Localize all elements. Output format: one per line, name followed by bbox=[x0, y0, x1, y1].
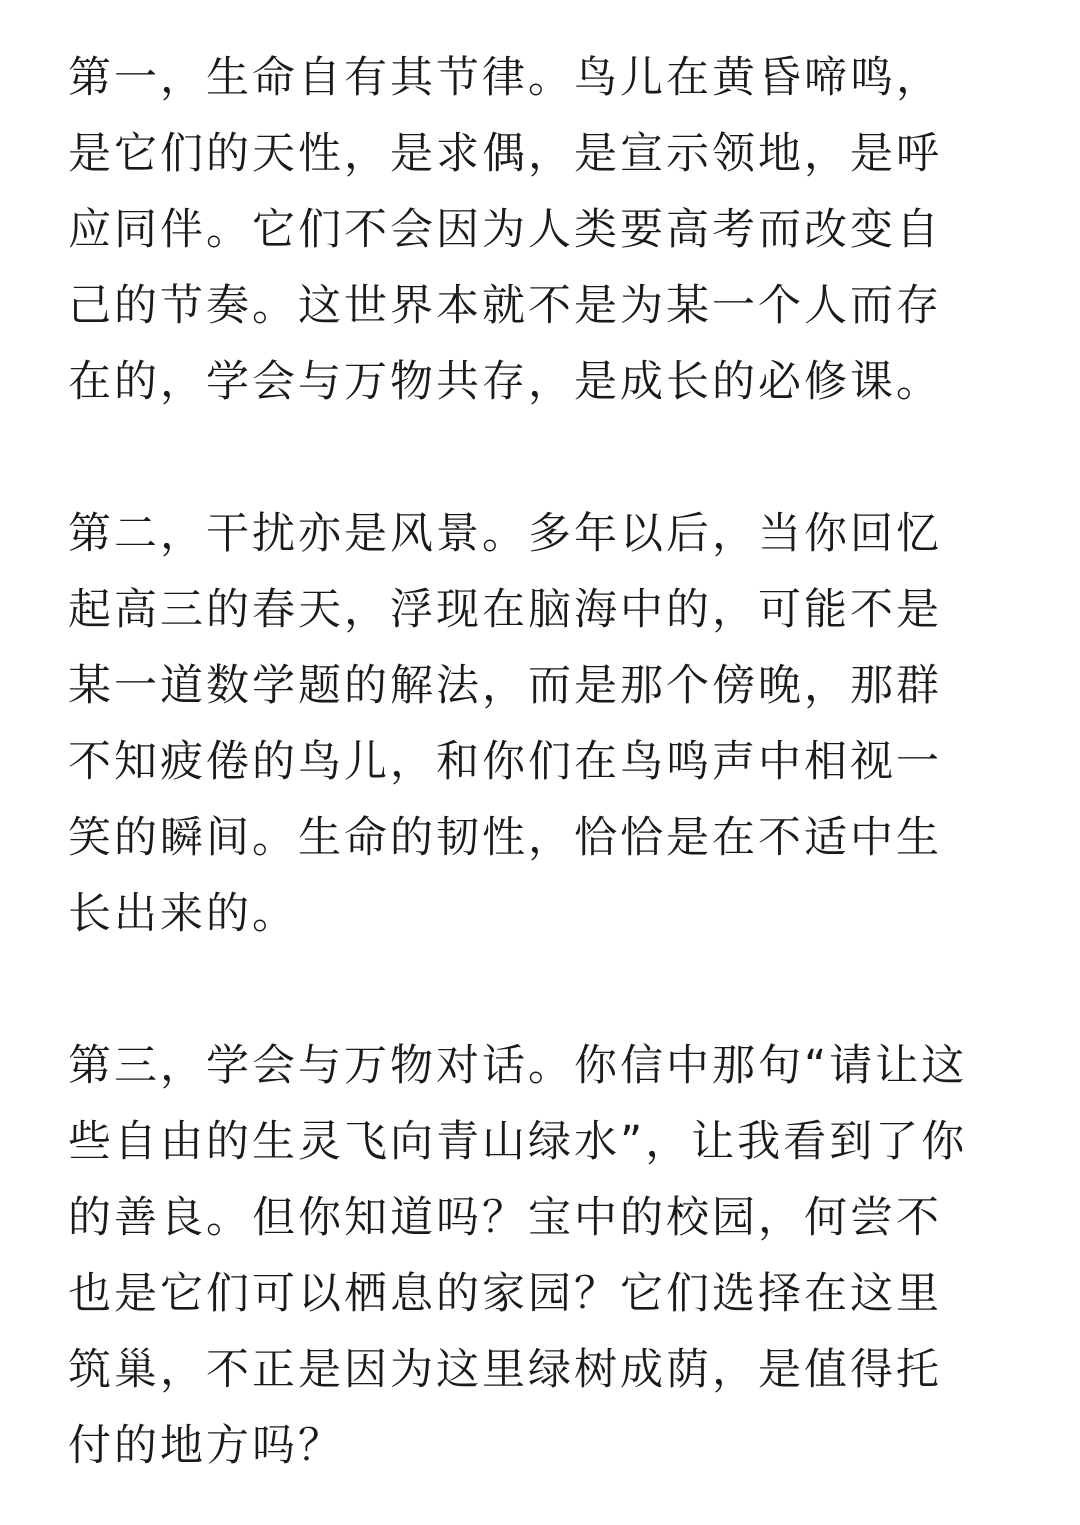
paragraph-spacer bbox=[68, 420, 1012, 496]
paragraph-3 bbox=[68, 1028, 1012, 1484]
text-line: 的善良。但你知道吗？宝中的校园，何尝不 bbox=[68, 1193, 942, 1243]
text-line: 筑巢，不正是因为这里绿树成荫，是值得托 bbox=[68, 1345, 942, 1395]
text-line: 长出来的。 bbox=[68, 889, 298, 939]
paragraph-spacer bbox=[68, 952, 1012, 1028]
text-line: 第三，学会与万物对话。你信中那句“请让这 bbox=[68, 1041, 968, 1091]
text-line: 某一道数学题的解法，而是那个傍晚，那群 bbox=[68, 661, 942, 711]
text-line: 不知疲倦的鸟儿，和你们在鸟鸣声中相视一 bbox=[68, 737, 942, 787]
paragraph-1 bbox=[68, 40, 1012, 420]
text-line: 付的地方吗？ bbox=[68, 1421, 344, 1471]
text-line: 在的，学会与万物共存，是成长的必修课。 bbox=[68, 357, 942, 407]
text-line: 是它们的天性，是求偶，是宣示领地，是呼 bbox=[68, 129, 942, 179]
text-line: 笑的瞬间。生命的韧性，恰恰是在不适中生 bbox=[68, 813, 942, 863]
text-line: 己的节奏。这世界本就不是为某一个人而存 bbox=[68, 281, 942, 331]
text-line: 应同伴。它们不会因为人类要高考而改变自 bbox=[68, 205, 942, 255]
text-line: 第二，干扰亦是风景。多年以后，当你回忆 bbox=[68, 509, 942, 559]
text-line: 起高三的春天，浮现在脑海中的，可能不是 bbox=[68, 585, 942, 635]
paragraph-2 bbox=[68, 496, 1012, 952]
text-line: 也是它们可以栖息的家园？它们选择在这里 bbox=[68, 1269, 942, 1319]
text-line: 些自由的生灵飞向青山绿水”，让我看到了你 bbox=[68, 1117, 968, 1167]
article-body bbox=[68, 40, 1012, 1484]
text-line: 第一，生命自有其节律。鸟儿在黄昏啼鸣， bbox=[68, 53, 942, 103]
